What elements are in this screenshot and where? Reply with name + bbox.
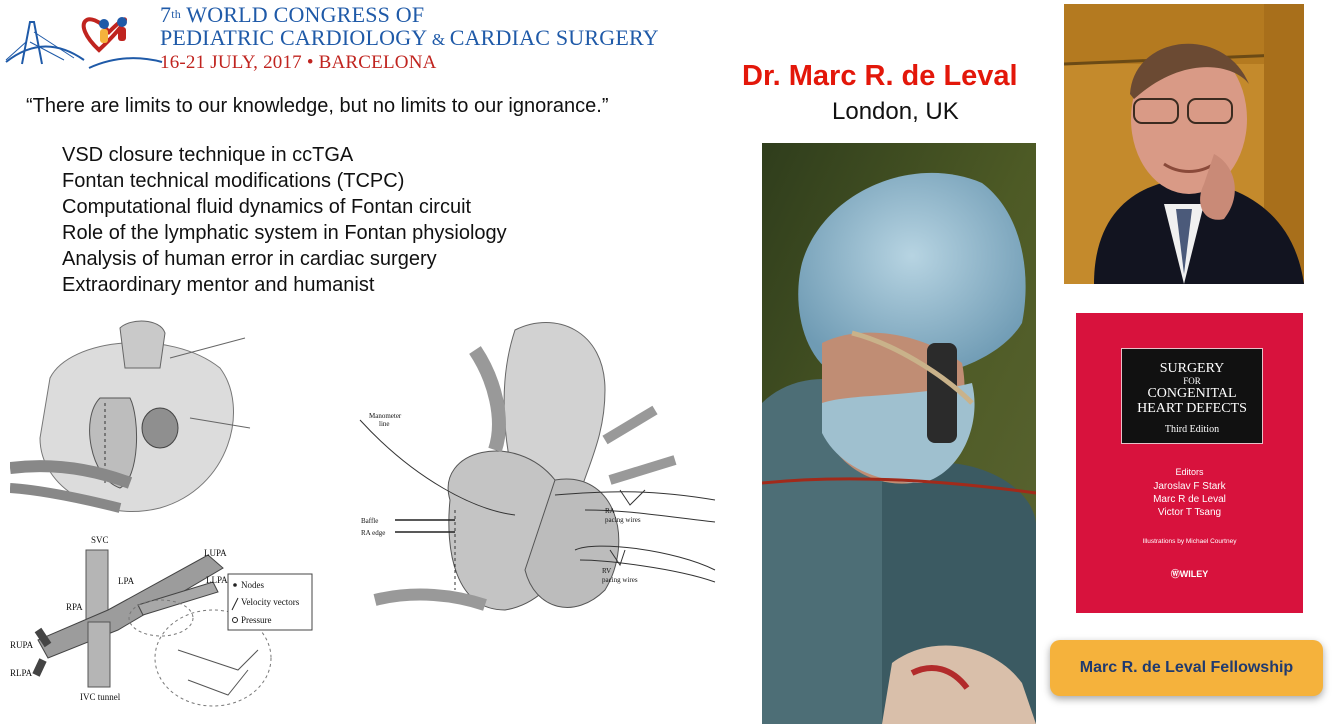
congress-logo (4, 2, 164, 74)
label-rpa: RPA (66, 602, 83, 612)
book-title-line: FOR (1183, 376, 1201, 386)
contribution-item: VSD closure technique in ccTGA (62, 144, 354, 166)
fontan-illustration (355, 310, 720, 640)
portrait-photo (1064, 4, 1304, 284)
book-title-line: SURGERY (1159, 361, 1225, 376)
book-editors-label: Editors (1175, 467, 1204, 477)
label-baffle: Baffle (361, 517, 379, 525)
book-illustrator: Illustrations by Michael Courtney (1142, 538, 1237, 545)
quote: “There are limits to our knowledge, but no limits to our ignorance.” (26, 95, 609, 117)
book-editor: Marc R de Leval (1153, 494, 1226, 505)
book-cover (1076, 313, 1303, 613)
contribution-item: Analysis of human error in cardiac surgery (62, 248, 437, 270)
legend-pressure: Pressure (241, 615, 272, 625)
label-rlpa: RLPA (10, 668, 33, 678)
book-title-line: CONGENITAL (1147, 386, 1237, 401)
tcpc-cfd-diagram (8, 530, 318, 720)
legend-nodes: Nodes (241, 580, 264, 590)
contribution-item: Role of the lymphatic system in Fontan physiology (62, 222, 507, 244)
label-lupa: LUPA (204, 548, 227, 558)
contribution-item: Computational fluid dynamics of Fontan circuit (62, 196, 472, 218)
fellowship-button[interactable]: Marc R. de Leval Fellowship (1050, 640, 1323, 696)
label-ivc-tunnel: IVC tunnel (80, 692, 121, 702)
congress-dates: 16-21 JULY, 2017 • BARCELONA (160, 52, 437, 73)
wiley-logo-icon: Ⓦ (1170, 569, 1180, 579)
book-editor: Victor T Tsang (1157, 507, 1222, 518)
label-rv: RV (602, 567, 612, 575)
contribution-item: Extraordinary mentor and humanist (62, 274, 375, 296)
label-ra-pacing-wires: pacing wires (605, 516, 641, 524)
congress-title-line1: 7th WORLD CONGRESS OF (160, 2, 425, 27)
doctor-location: London, UK (832, 98, 959, 125)
surgery-photo (762, 143, 1036, 724)
contributions-list (62, 142, 507, 298)
label-ra: RA (605, 507, 615, 515)
book-editor: Jaroslav F Stark (1153, 481, 1226, 492)
legend-velocity: Velocity vectors (241, 597, 300, 607)
label-rupa: RUPA (10, 640, 34, 650)
doctor-name: Dr. Marc R. de Leval (742, 60, 1018, 92)
book-title-line: HEART DEFECTS (1137, 401, 1247, 416)
book-title-box (1121, 348, 1263, 444)
book-edition: Third Edition (1164, 424, 1220, 435)
label-manometer: Manometer (369, 412, 402, 420)
label-svc: SVC (91, 535, 109, 545)
label-rv-pacing-wires: pacing wires (602, 576, 638, 584)
label-ra-edge: RA edge (361, 529, 386, 537)
contribution-item: Fontan technical modifications (TCPC) (62, 170, 405, 192)
label-lpa: LPA (118, 576, 135, 586)
label-llpa: LLPA (206, 575, 228, 585)
vsd-closure-illustration (10, 318, 258, 528)
book-publisher: ⓌWILEY (1170, 569, 1209, 579)
congress-title-line2: PEDIATRIC CARDIOLOGY & CARDIAC SURGERY (160, 25, 659, 50)
book-editors (1076, 480, 1303, 519)
label-manometer-line: line (379, 420, 390, 428)
